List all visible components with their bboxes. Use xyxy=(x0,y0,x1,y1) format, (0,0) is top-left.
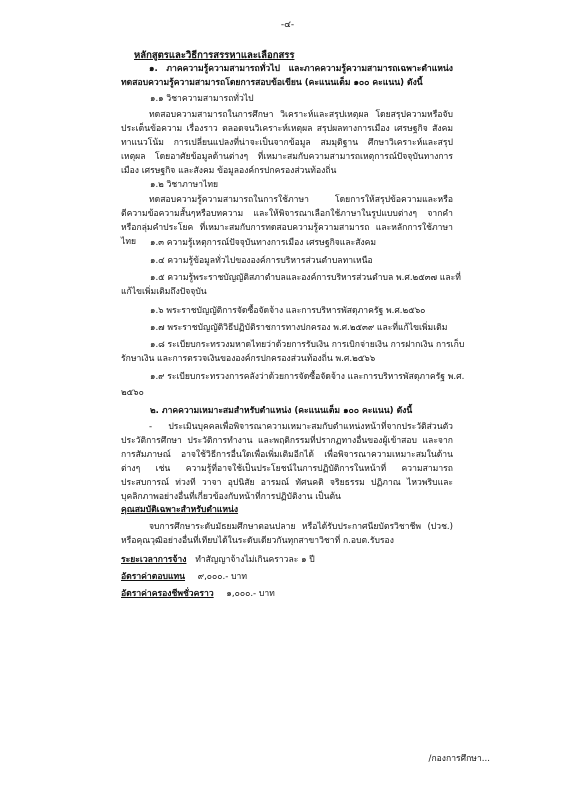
footer-continuation: /กองการศึกษา... xyxy=(428,754,490,764)
salary-value: ๙,๐๐๐.- บาท xyxy=(197,572,248,582)
item-1-3: ๑.๓ ความรู้เหตุการณ์ปัจจุบันทางการเมือง เศรษฐกิจและสังคม xyxy=(150,238,377,248)
section-title: หลักสูตรและวิธีการสรรหาและเลือกสรร xyxy=(134,50,295,61)
item-1-1-body: ทดสอบความสามารถในการศึกษา วิเคราะห์และสรุปเหตุผล โดยสรุปความหรือจับประเด็นข้อความ เรื่องราว ตลอดจนวิเคราะห์เหตุผล สรุปผลทางการเมือง เศรษฐกิจ สังคม ทาแนวโน้ม การเปลี่ยนแปลงที่น่าจะเป็นจากข้อมูล สมมุติฐาน ศึกษาวิเคราะห์และสรุปเหตุผล โดยอาศัยข้อมูลด้านต่างๆ ที่เหมาะสมกับความสามารถเหตุการณ์ปัจจุบันทางการเมือง เศรษฐกิจ และสังคม ข้อมูลองค์กรปกครองส่วนท้องถิ่น xyxy=(121,110,453,176)
item-1-2-body: ทดสอบความรู้ความสามารถในการใช้ภาษา โดยการให้สรุปข้อความและหรือตีความข้อความสั้นๆหรือบทความ และให้พิจารณาเลือกใช้ภาษาในรูปแบบต่างๆ จากคำหรือกลุ่มคำประโยค ที่เหมาะสมกับการทดสอบความรู้ความสามารถ และหลักการใช้ภาษาไทย xyxy=(121,195,453,247)
item-1-2-title: ๑.๒ วิชาภาษาไทย xyxy=(150,180,219,190)
item-1-6: ๑.๖ พระราชบัญญัติการจัดซื้อจัดจ้าง และการบริหารพัสดุภาครัฐ พ.ศ.๒๕๖๐ xyxy=(150,306,426,316)
allowance-value: ๑,๐๐๐.- บาท xyxy=(226,589,275,599)
item-1-5b: แก้ไขเพิ่มเติมถึงปัจจุบัน xyxy=(121,287,207,297)
allowance-row xyxy=(121,587,275,601)
part2-heading: ๒. ภาคความเหมาะสมสำหรับตำแหน่ง (คะแนนเต็ม ๑๐๐ คะแนน) ดังนี้ xyxy=(150,406,413,416)
item-1-4: ๑.๔ ความรู้ข้อมูลทั่วไปขององค์การบริหารส่วนตำบลทาเหนือ xyxy=(150,256,373,266)
item-1-9a: ๑.๙ ระเบียบกระทรวงการคลังว่าด้วยการจัดซื้อจัดจ้าง และการบริหารพัสดุภาครัฐ พ.ศ. xyxy=(150,372,465,382)
item-1-7: ๑.๗ พระราชบัญญัติวิธีปฏิบัติราชการทางปกครอง พ.ศ.๒๕๓๙ และที่แก้ไขเพิ่มเติม xyxy=(150,323,448,333)
duration-row xyxy=(121,553,315,567)
item-1-8a: ๑.๘ ระเบียบกระทรวงมหาดไทยว่าด้วยการรับเงิน การเบิกจ่ายเงิน การฝากเงิน การเก็บ xyxy=(150,340,465,350)
salary-label: อัตราค่าตอบแทน xyxy=(121,572,186,582)
item-1-8b: รักษาเงิน และการตรวจเงินขององค์กรปกครองส่วนท้องถิ่น พ.ศ.๒๕๖๖ xyxy=(121,354,376,364)
page-number: -๔- xyxy=(280,20,295,30)
salary-row xyxy=(121,570,247,584)
part2-body: - ประเมินบุคคลเพื่อพิจารณาความเหมาะสมกับตำแหน่งหน้าที่จากประวัติส่วนตัว ประวัติการศึกษา ประวัติการทำงาน และพฤติกรรมที่ปรากฏทางอื่นของผู้เข้าสอบ และจากการสัมภาษณ์ อาจใช้วิธีการอื่นใดเพื่อเพิ่มเติมอีกได้ เพื่อพิจารณาความเหมาะสมในด้านต่างๆ เช่น ความรู้ที่อาจใช้เป็นประโยชน์ในการปฏิบัติการในหน้าที่ ความสามารถ ประสบการณ์ ท่วงที วาจา อุปนิสัย อารมณ์ ทัศนคติ จริยธรรม ปฏิภาณ ไหวพริบและบุคลิกภาพอย่างอื่นที่เกี่ยวข้องกับหน้าที่การปฏิบัติงาน เป็นต้น xyxy=(121,422,453,502)
item-1-9b: ๒๕๖๐ xyxy=(121,388,144,398)
item-1-5a: ๑.๕ ความรู้พระราชบัญญัติสภาตำบลและองค์การบริหารส่วนตำบล พ.ศ.๒๕๓๗ และที่ xyxy=(150,273,461,283)
part1-heading: ๑. ภาคความรู้ความสามารถทั่วไป และภาคความรู้ความสามารถเฉพาะตำแหน่ง ทดสอบความรู้ความสามารถโดยการสอบข้อเขียน (คะแนนเต็ม ๑๐๐ คะแนน) ดังนี้ xyxy=(121,64,453,88)
duration-label: ระยะเวลาการจ้าง xyxy=(121,555,187,565)
qualification-body: จบการศึกษาระดับมัธยมศึกษาตอนปลาย หรือได้รับประกาศนียบัตรวิชาชีพ (ปวช.) หรือคุณวุฒิอย่างอื่นที่เทียบได้ในระดับเดียวกันทุกสาขาวิชาที่ ก.อบต.รับรอง xyxy=(121,522,453,546)
item-1-1-title: ๑.๑ วิชาความสามารถทั่วไป xyxy=(150,94,254,104)
duration-value: ทำสัญญาจ้างไม่เกินคราวละ ๑ ปี xyxy=(195,555,315,565)
allowance-label: อัตราค่าครองชีพชั่วคราว xyxy=(121,589,214,599)
qualification-title: คุณสมบัติเฉพาะสำหรับตำแหน่ง xyxy=(121,505,239,515)
